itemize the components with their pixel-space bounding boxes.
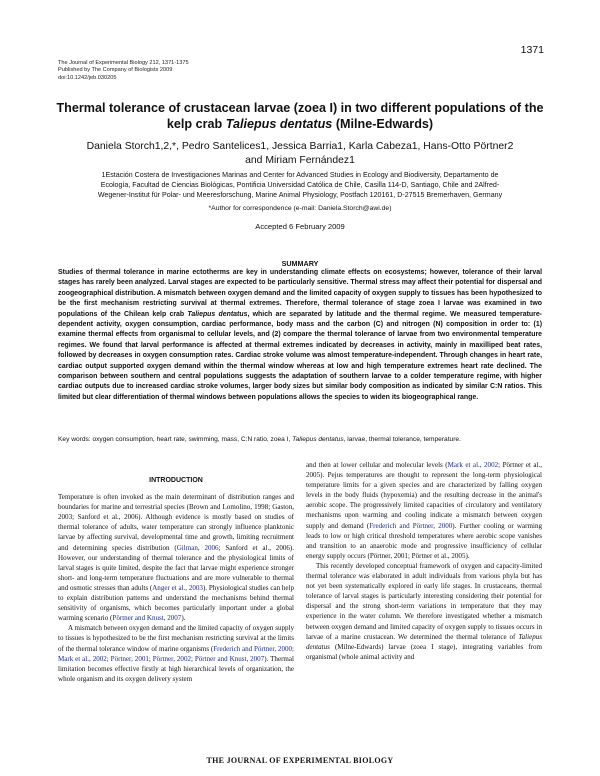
title-text: kelp crab <box>166 117 226 131</box>
doi[interactable]: doi:10.1242/jeb.030205 <box>58 74 117 81</box>
affiliation-line-1: 1Estación Costera de Investigaciones Marinas and Center for Advanced Studies in Ecology and Biodiversity, Departamento de <box>101 171 499 179</box>
keywords <box>58 436 542 443</box>
keywords-part: , larvae, thermal tolerance, temperature. <box>343 436 461 443</box>
journal-citation: The Journal of Experimental Biology 212, 1371-1375 <box>58 60 189 66</box>
paragraph <box>58 492 294 623</box>
body-text: ). Physiological studies can help to explain distribution patterns and understand the mechanisms behind thermal sensitivity of organisms, which becomes particularly important under a global warming scenario ( <box>58 583 295 623</box>
affiliation-line-2: Ecología, Facultad de Ciencias Biológicas, Pontificia Universidad Católica de Chile, Casilla 114-D, Santiago, Chile and 2Alfred- <box>100 181 500 189</box>
article-title <box>50 100 550 132</box>
page-number: 1371 <box>520 44 544 56</box>
body-text: and then at lower cellular and molecular levels ( <box>306 461 448 469</box>
correspondence-note: *Author for correspondence (e-mail: Daniela.Storch@awi.de) <box>208 205 392 212</box>
summary-part: Studies of thermal tolerance in marine ectotherms are key in understanding climate effects on ecosystems; however, tolerance of their larval stages has rarely been analyzed. Larval stages are expected to be particularly sensitive. Thermal stress may affect their potential for dispersal and zoogeographical distribution. A mismatch between oxygen demand and the limited capacity of oxygen supply to tissues has been hypothesized to be the first mechanism restricting survival at thermal extremes. Therefore, thermal tolerance of stage zoea I larvae was examined in two populations of the Chilean kelp crab <box>58 269 542 318</box>
species-name: Taliepus dentatus <box>306 632 542 651</box>
title-text: (Milne-Edwards) <box>332 117 434 131</box>
author-list <box>50 140 550 167</box>
publisher-line: Published by The Company of Biologists 2009 <box>58 67 173 74</box>
affiliations <box>58 170 542 200</box>
citation-link[interactable]: Mark et al., 2002 <box>447 461 499 469</box>
species-name: Taliepus dentatus <box>187 310 248 318</box>
body-text: (Milne-Edwards) larvae (zoea I stage), integrating variables from organismal (whole animal activity and <box>306 642 542 661</box>
body-text: A mismatch between oxygen demand and the limited capacity of oxygen supply to tissues is hypothesized to be the first mechanism restricting survival at the limits of the thermal tolerance window of marine organisms ( <box>58 624 294 653</box>
right-column <box>306 460 542 662</box>
species-name: Taliepus dentatus <box>292 436 344 443</box>
body-text: This recently developed conceptual framework of oxygen and capacity-limited thermal tolerance was elaborated in adult individuals from various phyla but has not yet been systematically explored in early life stages. In crustaceans, thermal tolerance of larval stages is particularly interesting considering their potential for dispersal and the strong short-term variations in temperature that they may experience in the water column. We therefore investigated whether a mismatch between oxygen demand and limited capacity of oxygen supply to tissues occurs in larvae of a marine crustacean. We determined the thermal tolerance of <box>306 561 542 641</box>
affiliation-line-3: Wegener-Institut für Polar- und Meeresforschung, Marine Animal Physiology, Postfach 120161, D-27515 Bremerhaven, Germany <box>97 191 503 199</box>
authors-line-1: Daniela Storch1,2,*, Pedro Santelices1, Jessica Barria1, Karla Cabeza1, Hans-Otto Pörtner2 <box>86 141 514 152</box>
body-text: ; Pörtner et al., 2005). Pejus temperatures are thought to represent the long-term physiological temperature limits for a given species and are characterized by falling oxygen levels in the body fluids (hypoxemia) and the resulting decrease in the animal's aerobic scope. The progressively limited capacities of circulatory and ventilatory mechanisms upon warming and cooling indicate a mismatch between oxygen supply and demand ( <box>306 461 543 530</box>
summary-text <box>58 268 542 403</box>
body-text: ; Sanford et al., 2006). However, our understanding of thermal tolerance and the physiological limits of larval stages is quite limited, despite the fact that larvae might experience stronger short- and long-term temperature fluctuations and are more vulnerable to thermal and osmotic stresses than adults ( <box>58 543 295 592</box>
keywords-part: Key words: oxygen consumption, heart rate, swimming, mass, C:N ratio, zoea I, <box>58 436 293 443</box>
body-text: ). Thermal limitation becomes effective firstly at high hierarchical levels of organization, the whole organism and its oxygen delivery system <box>58 654 294 683</box>
introduction-heading: INTRODUCTION <box>149 477 203 484</box>
summary-part: , which are separated by latitude and the thermal regime. We measured temperature-dependent activity, oxygen consumption, cardiac performance, body mass and the carbon (C) and nitrogen (N) composition in order to: (1) examine thermal effects from organismal to cellular levels, and (2) compare the thermal tolerance of larvae from two environmental temperature regimes. We found that larval performance is affected at thermal extremes indicated by decreases in activity, mainly in maxilliped beat rates, followed by decreases in oxygen consumption rates. Cardiac stroke volume was almost temperature-independent. Through changes in heart rate, cardiac output supported oxygen demand within the thermal window whereas at low and high temperature extremes heart rate declined. The comparison between southern and central populations suggests the adaptation of southern larvae to a colder temperature regime, with higher cardiac outputs due to increased cardiac stroke volumes, larger body sizes but similar body composition as indicated by similar C:N ratios. This limited but clear differentiation of thermal windows between populations allows the species to widen its biogeographical range. <box>58 310 542 401</box>
citation-link[interactable]: Frederich and Pörtner, 2000 <box>369 521 453 530</box>
body-text: ). Further cooling or warming leads to low or high critical threshold temperatures where aerobic scope vanishes and transition to an anaerobic mode and progressive insufficiency of cellular energy supply occurs (Pörtner, 2001; Pörtner et al., 2005). <box>306 521 542 560</box>
paragraph <box>58 623 294 684</box>
body-text: ). <box>181 614 186 623</box>
citation-link[interactable]: Pörtner and Knust, 2007 <box>112 614 182 623</box>
accepted-date: Accepted 6 February 2009 <box>255 222 345 231</box>
paragraph <box>306 460 542 561</box>
journal-info <box>58 60 189 82</box>
citation-link[interactable]: Gilman, 2006 <box>176 543 219 552</box>
title-line-2 <box>50 116 550 132</box>
paragraph <box>306 561 542 662</box>
left-column <box>58 460 294 684</box>
citation-link[interactable]: Anger et al., 2003 <box>152 583 203 592</box>
authors-line-2: and Miriam Fernández1 <box>245 154 355 166</box>
title-line-1: Thermal tolerance of crustacean larvae (zoea I) in two different populations of the <box>56 101 544 115</box>
journal-footer: THE JOURNAL OF EXPERIMENTAL BIOLOGY <box>206 756 394 765</box>
species-name: Taliepus dentatus <box>225 117 333 131</box>
summary-heading: SUMMARY <box>281 259 319 268</box>
citation-link[interactable]: Frederich and Pörtner, 2000; Mark et al., 2002; Pörtner, 2001; Pörtner, 2002; Pörtner and Knust, 2007 <box>58 644 294 663</box>
body-text: Temperature is often invoked as the main determinant of distribution ranges and boundaries for marine and terrestrial species (Brown and Lomolino, 1998; Gaston, 2003; Sanford et al., 2006). Although evidence is mostly based on studies of thermal tolerance of adults, water temperature can strongly influence planktonic larvae by affecting survival, developmental time and growth, limiting recruitment and determining species distribution ( <box>58 493 294 552</box>
